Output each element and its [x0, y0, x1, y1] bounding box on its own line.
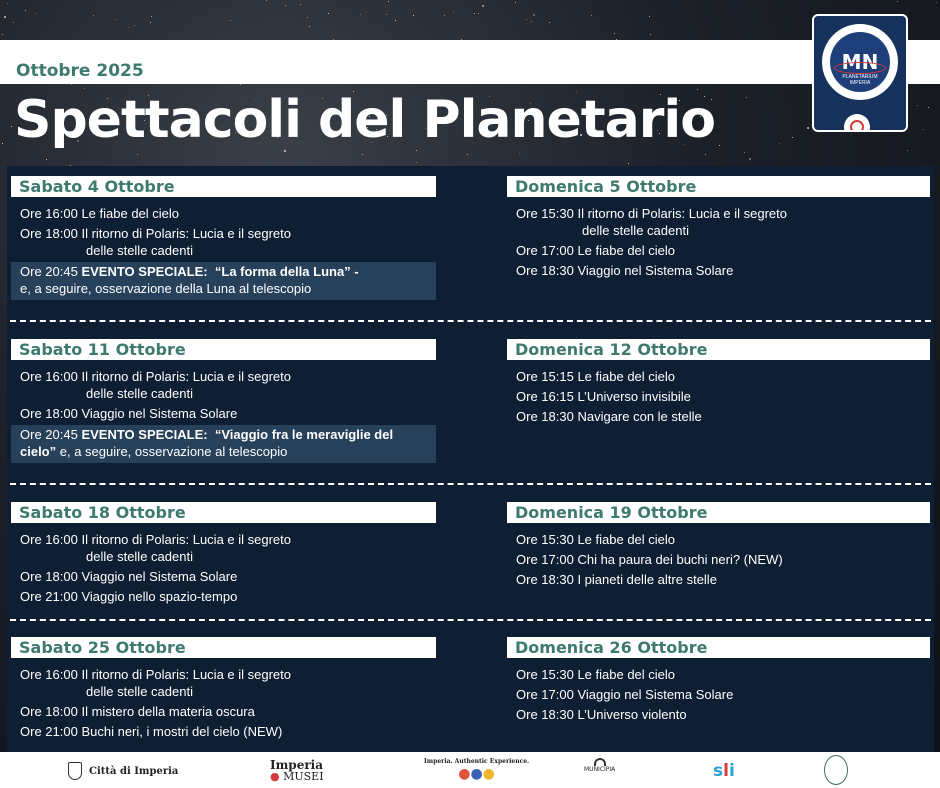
week-divider: [10, 483, 931, 485]
show-item: Ore 16:15 L’Universo invisibile: [516, 389, 691, 404]
star: [897, 1, 898, 2]
day-sunday: [507, 502, 930, 588]
show-item: Ore 15:30 Il ritorno di Polaris: Lucia e il segreto delle stelle cadenti: [516, 206, 787, 238]
star: [453, 11, 454, 12]
star: [13, 22, 14, 23]
star: [71, 84, 72, 85]
star: [628, 163, 629, 164]
star: [744, 152, 745, 153]
show-item: Ore 15:30 Le fiabe del cielo: [516, 532, 676, 547]
star: [533, 14, 535, 16]
show-item: Ore 16:00 Le fiabe del cielo: [20, 206, 180, 221]
star: [230, 20, 231, 21]
museum-dot-icon: ●: [270, 770, 280, 783]
star: [482, 5, 484, 7]
arch-icon: [844, 114, 870, 132]
star: [474, 13, 475, 14]
star: [649, 16, 650, 17]
star: [84, 88, 85, 89]
show-item: Ore 18:00 Viaggio nel Sistema Solare: [20, 406, 238, 421]
show-item: Ore 16:00 Il ritorno di Polaris: Lucia e il segreto delle stelle cadenti: [20, 532, 291, 564]
special-event: Ore 20:45 EVENTO SPECIALE: “La forma della Luna” - e, a seguire, osservazione della Luna al telescopio: [11, 262, 436, 300]
star: [614, 33, 615, 34]
star: [362, 154, 363, 155]
show-item: Ore 21:00 Buchi neri, i mostri del cielo (NEW): [20, 724, 283, 739]
star: [549, 22, 550, 23]
star: [917, 105, 918, 106]
page-title: Spettacoli del Planetario: [14, 90, 715, 150]
star: [284, 150, 286, 152]
arch-icon: [594, 758, 606, 766]
star: [719, 145, 720, 146]
star: [526, 19, 527, 20]
star: [150, 22, 151, 23]
star: [923, 129, 924, 130]
show-item: Ore 18:30 L’Universo violento: [516, 707, 687, 722]
day-title: Domenica 26 Ottobre: [507, 637, 930, 658]
star: [35, 13, 36, 14]
star: [266, 0, 267, 1]
star: [25, 10, 26, 11]
star: [128, 27, 129, 28]
day-saturday: [11, 502, 436, 605]
star: [300, 4, 301, 5]
day-sunday: [507, 339, 930, 425]
star: [4, 16, 6, 18]
star: [705, 154, 706, 155]
show-item: Ore 15:15 Le fiabe del cielo: [516, 369, 676, 384]
star: [46, 159, 47, 160]
coat-of-arms-icon: [68, 762, 82, 780]
day-title: Sabato 4 Ottobre: [11, 176, 436, 197]
show-item: Ore 15:30 Le fiabe del cielo: [516, 667, 676, 682]
star: [807, 127, 809, 129]
star: [416, 162, 417, 163]
show-item: Ore 17:00 Chi ha paura dei buchi neri? (NEW): [516, 552, 783, 567]
orbit-icon: [834, 62, 886, 74]
star: [907, 150, 908, 151]
colored-circles-icon: ●●●: [458, 766, 495, 782]
day-title: Domenica 19 Ottobre: [507, 502, 930, 523]
star: [395, 20, 396, 21]
day-sunday: [507, 176, 930, 279]
week-divider: [10, 619, 931, 621]
show-item: Ore 18:00 Il mistero della materia oscura: [20, 704, 255, 719]
day-title: Sabato 11 Ottobre: [11, 339, 436, 360]
star: [467, 154, 468, 155]
show-item: Ore 17:00 Viaggio nel Sistema Solare: [516, 687, 734, 702]
day-sunday: [507, 637, 930, 723]
show-item: Ore 21:00 Viaggio nello spazio-tempo: [20, 589, 238, 604]
star: [2, 34, 3, 35]
star: [285, 5, 286, 6]
star: [137, 154, 138, 155]
star: [386, 14, 387, 15]
month-label: Ottobre 2025: [16, 61, 144, 81]
star: [413, 15, 414, 16]
star: [779, 143, 780, 144]
logo-emblem: [822, 24, 898, 100]
star: [936, 2, 937, 3]
show-item: Ore 18:30 I pianeti delle altre stelle: [516, 572, 717, 587]
star: [478, 13, 479, 14]
star: [388, 1, 389, 2]
star: [591, 15, 592, 16]
show-item: Ore 18:00 Il ritorno di Polaris: Lucia e il segreto delle stelle cadenti: [20, 226, 291, 258]
astronomy-society-logo: [824, 754, 848, 786]
day-title: Domenica 12 Ottobre: [507, 339, 930, 360]
show-item: Ore 18:00 Viaggio nel Sistema Solare: [20, 569, 238, 584]
star: [531, 21, 532, 22]
planetarium-logo: [812, 14, 908, 132]
imperia-musei-logo: Imperia ● MUSEI: [270, 758, 324, 783]
day-saturday: [11, 176, 436, 300]
municipia-logo: MUNICIPIA: [584, 758, 615, 784]
special-event: Ore 20:45 EVENTO SPECIALE: “Viaggio fra le meraviglie del cielo” e, a seguire, osservazione al telescopio: [11, 425, 436, 463]
star: [309, 26, 310, 27]
star: [151, 16, 152, 17]
show-item: Ore 16:00 Il ritorno di Polaris: Lucia e il segreto delle stelle cadenti: [20, 369, 291, 401]
day-saturday: [11, 339, 436, 463]
schedule-panel: [7, 166, 934, 752]
star: [444, 15, 445, 16]
citta-imperia-logo: Città di Imperia: [68, 758, 178, 784]
show-item: Ore 17:00 Le fiabe del cielo: [516, 243, 676, 258]
star: [240, 84, 241, 85]
star: [328, 13, 329, 14]
star: [115, 19, 116, 20]
star: [416, 150, 417, 151]
day-title: Domenica 5 Ottobre: [507, 176, 930, 197]
star: [749, 158, 751, 160]
star: [93, 15, 94, 16]
star: [928, 107, 929, 108]
star: [746, 97, 747, 98]
seal-icon: [824, 755, 848, 785]
star: [2, 143, 3, 144]
star: [519, 153, 520, 154]
day-saturday: [11, 637, 436, 740]
sli-logo: [713, 758, 735, 784]
week-divider: [10, 320, 931, 322]
star: [515, 2, 516, 3]
show-item: Ore 18:30 Viaggio nel Sistema Solare: [516, 263, 734, 278]
show-item: Ore 18:30 Navigare con le stelle: [516, 409, 702, 424]
star: [650, 34, 651, 35]
show-item: Ore 16:00 Il ritorno di Polaris: Lucia e il segreto delle stelle cadenti: [20, 667, 291, 699]
day-title: Sabato 25 Ottobre: [11, 637, 436, 658]
logo-text: PLANETARIUM IMPERIA: [842, 74, 878, 86]
imperia-authentic-logo: Imperia. Authentic Experience. ●●●: [424, 758, 530, 782]
sponsor-footer: [0, 752, 940, 788]
star: [307, 17, 308, 18]
star: [360, 14, 361, 15]
star: [11, 126, 12, 127]
star: [134, 25, 135, 26]
star: [7, 3, 8, 4]
star: [792, 137, 793, 138]
sli-icon: sli: [713, 761, 735, 781]
day-title: Sabato 18 Ottobre: [11, 502, 436, 523]
logo-monogram-icon: MN: [841, 50, 879, 74]
